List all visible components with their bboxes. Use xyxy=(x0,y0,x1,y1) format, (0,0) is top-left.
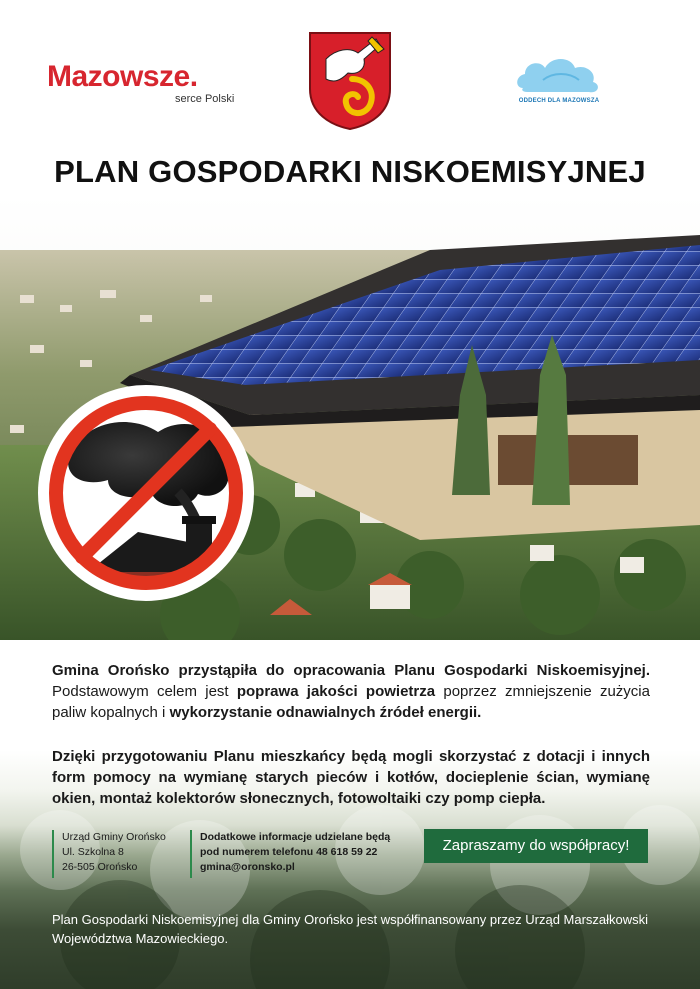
benefits-paragraph: Dzięki przygotowaniu Planu mieszkańcy będą mogli skorzystać z dotacji i innych form pomocy na wymianę starych pieców i kotłów, docieplenie ścian, wymianę okien, montaż kolektorów słonecznych, fotowoltaiki czy pomp ciepła. xyxy=(52,748,650,807)
contact-info-line1: Dodatkowe informacje udzielane będą xyxy=(200,831,391,843)
oddech-dla-mazowsza-logo xyxy=(513,50,605,110)
office-name: Urząd Gminy Orońsko xyxy=(62,831,166,843)
office-postal: 26-505 Orońsko xyxy=(62,861,138,873)
oddech-logo-caption: ODDECH DLA MAZOWSZA xyxy=(518,98,600,104)
contact-email[interactable]: gmina@oronsko.pl xyxy=(200,861,295,873)
cooperation-banner: Zapraszamy do współpracy! xyxy=(424,829,648,863)
contact-phone: pod numerem telefonu 48 618 59 22 xyxy=(200,846,378,858)
intro-paragraph xyxy=(52,660,650,723)
trees-background-photo xyxy=(0,790,700,989)
no-chimney-smoke-icon xyxy=(28,382,264,604)
contact-info xyxy=(190,830,390,878)
office-address xyxy=(52,830,166,878)
intro-a: Podstawowym celem jest xyxy=(52,683,229,700)
mazowsze-logo xyxy=(47,60,247,110)
intro-c: poprzez zmniejszenie zużycia paliw kopalnych i xyxy=(52,683,650,721)
intro-d: wykorzystanie odnawialnych źródeł energii. xyxy=(169,704,482,721)
footer-funding-note: Plan Gospodarki Niskoemisyjnej dla Gminy Orońsko jest współfinansowany przez Urząd Marszałkowski Województwa Mazowieckiego. xyxy=(52,912,649,946)
oronsko-coat-of-arms-icon xyxy=(306,29,394,131)
intro-b: poprawa jakości powietrza xyxy=(236,683,436,700)
page-title-line1: PLAN GOSPODARKI NISKOEMISYJNEJ xyxy=(54,154,646,189)
mazowsze-logo-word: Mazowsze. xyxy=(47,60,198,93)
office-street: Ul. Szkolna 8 xyxy=(62,846,124,858)
mazowsze-logo-tagline: serce Polski xyxy=(175,93,235,105)
intro-lead: Gmina Orońsko przystąpiła do opracowania Planu Gospodarki Niskoemisyjnej. xyxy=(52,662,650,679)
cloud-icon xyxy=(513,50,605,98)
